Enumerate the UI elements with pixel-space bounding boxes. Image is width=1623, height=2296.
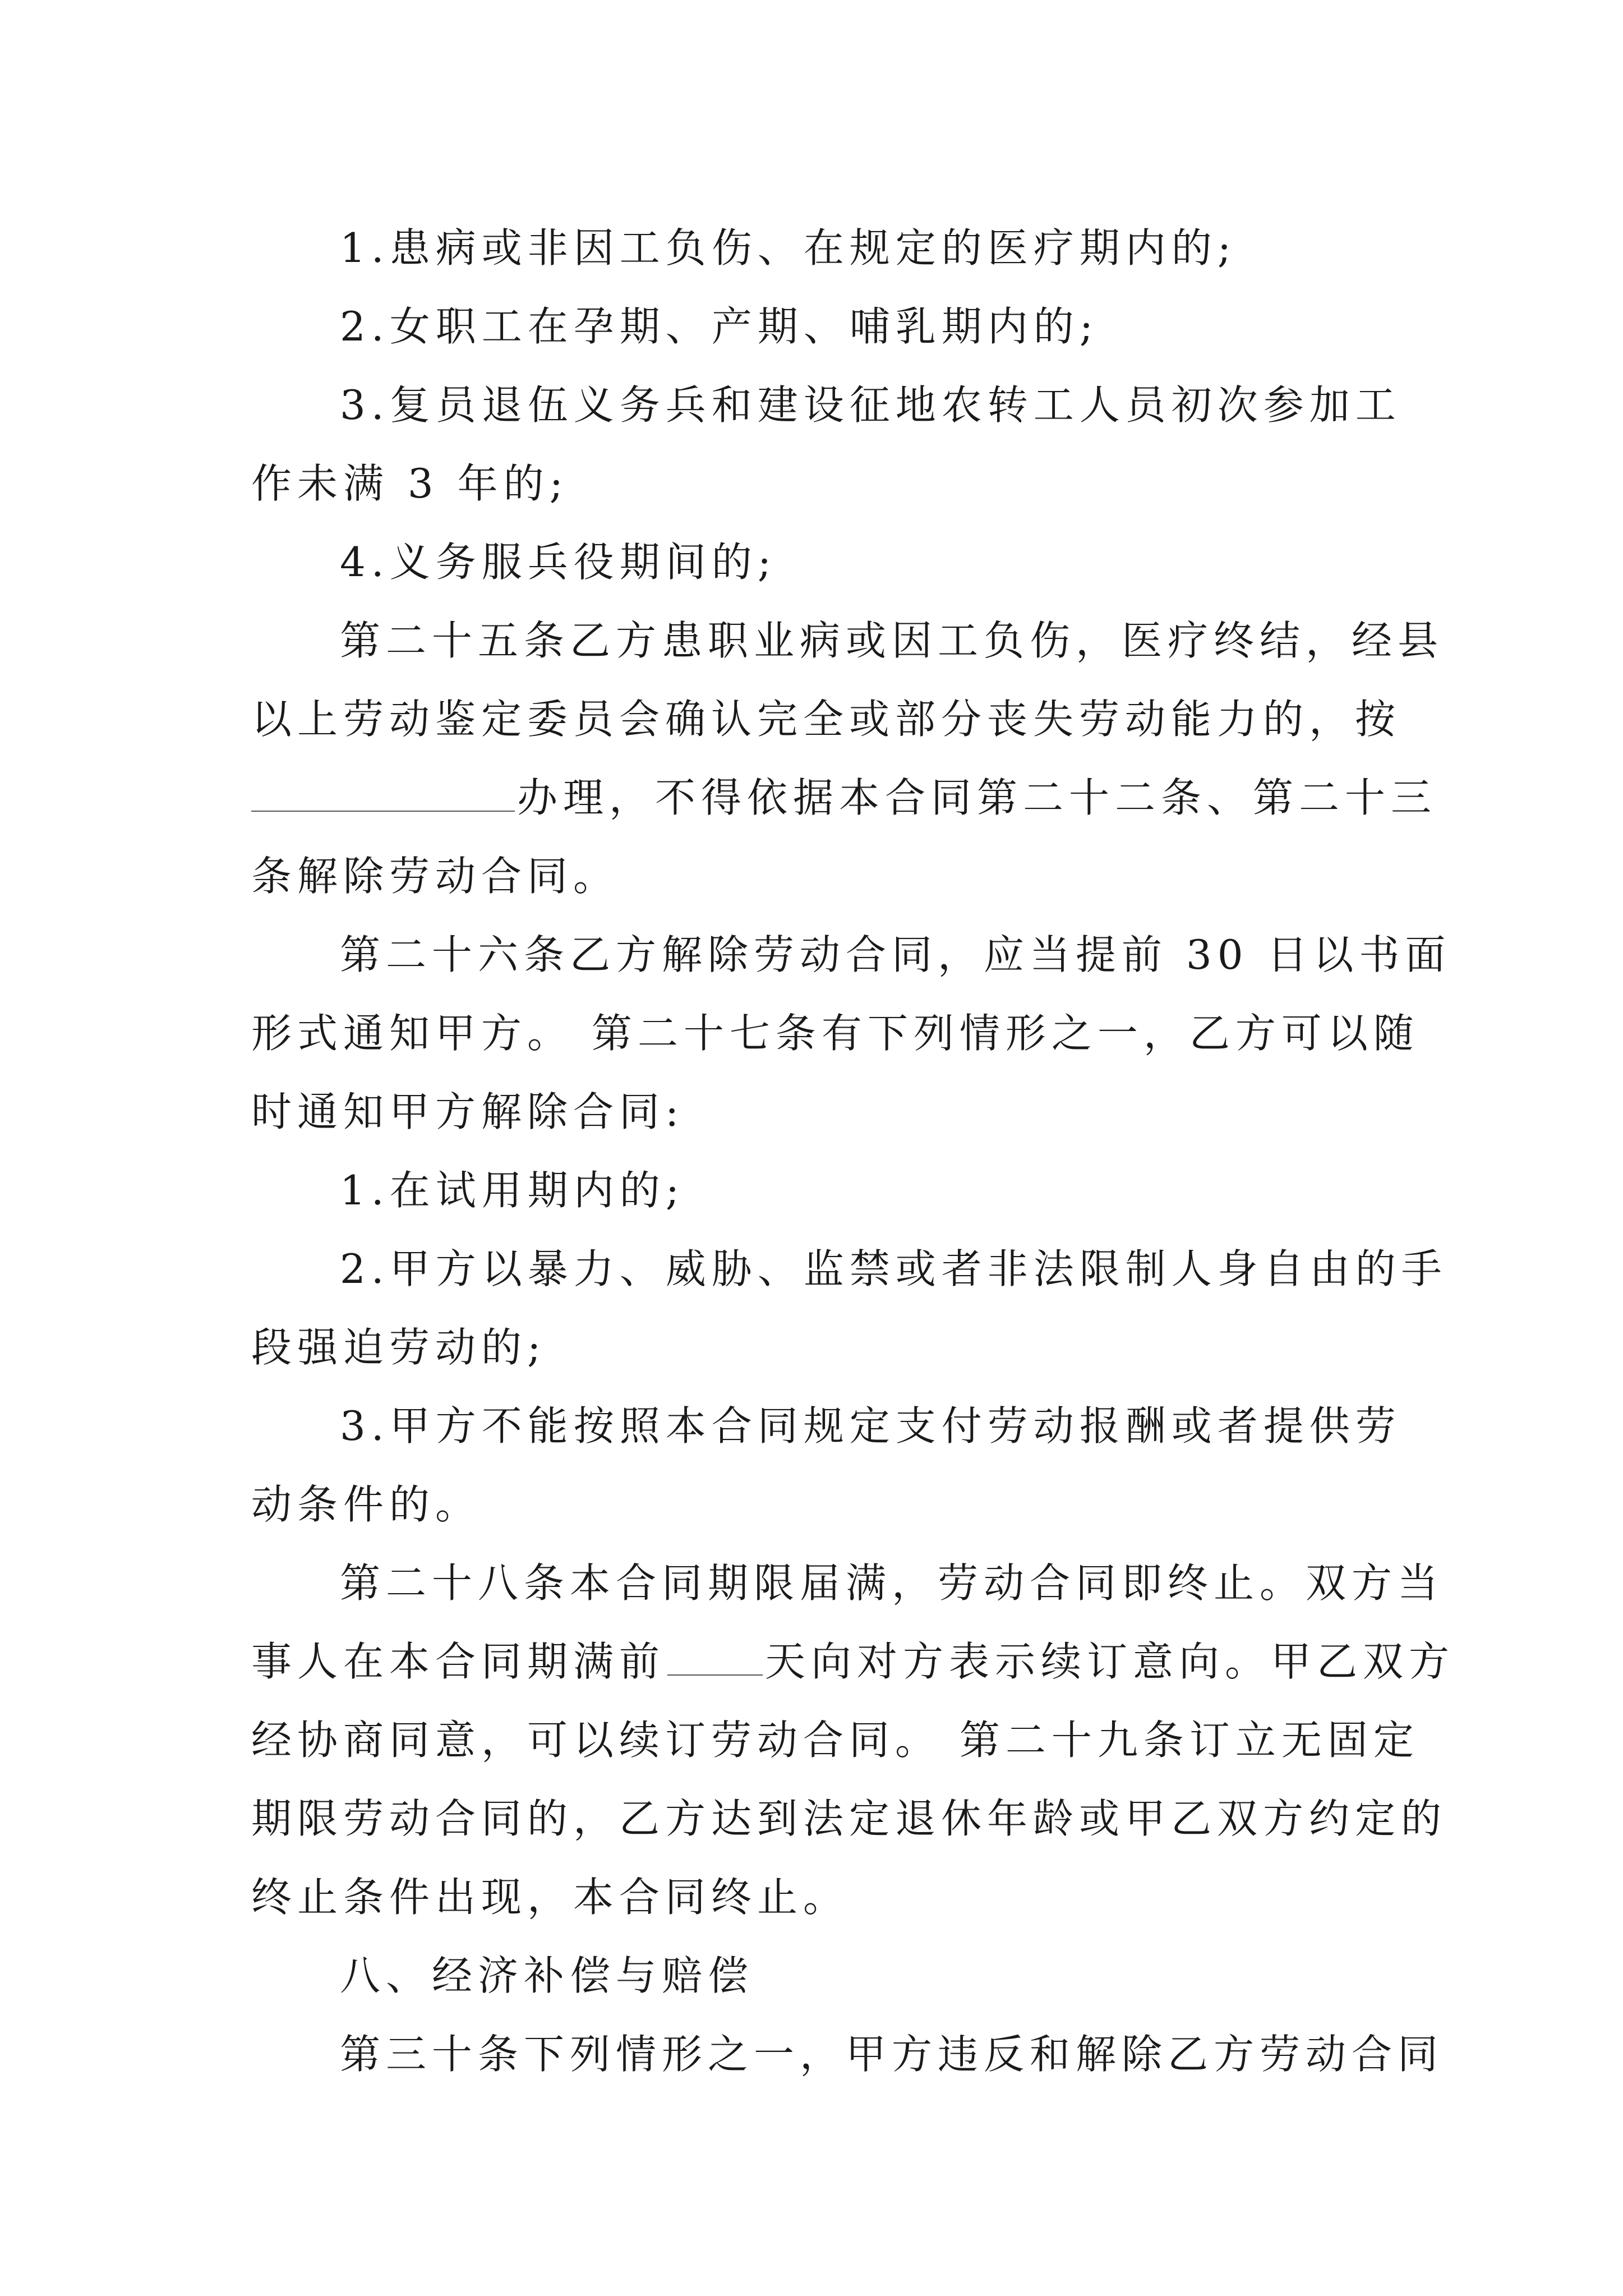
text-line: 形式通知甲方。 第二十七条有下列情形之一，乙方可以随 — [251, 1010, 1419, 1057]
text-line: 2.甲方以暴力、威胁、监禁或者非法限制人身自由的手 — [340, 1245, 1447, 1292]
section-heading: 八、经济补偿与赔偿 — [340, 1952, 754, 1999]
fill-in-blank — [251, 810, 515, 812]
text-line-with-blank — [251, 1622, 1455, 1701]
fill-in-blank — [667, 1674, 763, 1676]
text-line: 第二十五条乙方患职业病或因工负伤，医疗终结，经县 — [340, 617, 1444, 664]
text-line: 4.义务服兵役期间的; — [340, 539, 777, 586]
text-line: 动条件的。 — [251, 1481, 482, 1528]
text-line: 终止条件出现，本合同终止。 — [251, 1874, 850, 1921]
text-line-with-blank — [251, 758, 1437, 837]
text-segment: 事人在本合同期满前 — [251, 1638, 666, 1685]
text-line: 作未满 3 年的; — [251, 460, 569, 507]
text-line: 第三十条下列情形之一，甲方违反和解除乙方劳动合同 — [340, 2031, 1444, 2078]
text-line: 段强迫劳动的; — [251, 1324, 547, 1371]
text-line: 第二十六条乙方解除劳动合同，应当提前 30 日以书面 — [340, 931, 1451, 978]
text-line: 1.患病或非因工负伤、在规定的医疗期内的; — [340, 224, 1237, 272]
text-segment: 天向对方表示续订意向。甲乙双方 — [765, 1638, 1455, 1685]
text-line: 经协商同意，可以续订劳动合同。 第二十九条订立无固定 — [251, 1717, 1419, 1764]
text-line: 3.复员退伍义务兵和建设征地农转工人员初次参加工 — [340, 381, 1401, 429]
text-line: 以上劳动鉴定委员会确认完全或部分丧失劳动能力的，按 — [251, 696, 1401, 743]
contract-text — [251, 209, 1455, 2093]
text-line: 1.在试用期内的; — [340, 1167, 685, 1214]
text-line: 2.女职工在孕期、产期、哺乳期内的; — [340, 303, 1099, 350]
text-line: 3.甲方不能按照本合同规定支付劳动报酬或者提供劳 — [340, 1402, 1401, 1450]
text-line: 第二十八条本合同期限届满，劳动合同即终止。双方当 — [340, 1559, 1444, 1607]
text-line: 条解除劳动合同。 — [251, 853, 620, 900]
text-segment: 办理，不得依据本合同第二十二条、第二十三 — [517, 774, 1437, 821]
text-line: 期限劳动合同的，乙方达到法定退休年龄或甲乙双方约定的 — [251, 1795, 1447, 1842]
text-line: 时通知甲方解除合同: — [251, 1088, 685, 1135]
